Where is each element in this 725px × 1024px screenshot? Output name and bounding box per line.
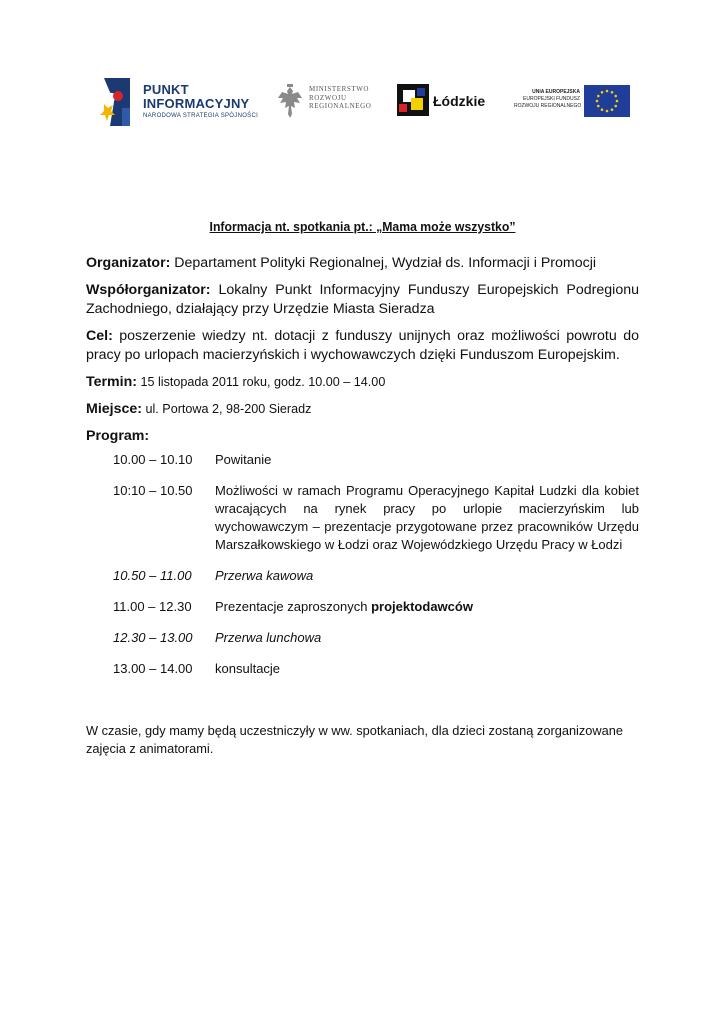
organizer-label: Organizator: <box>86 255 171 271</box>
program-row <box>86 451 639 469</box>
childcare-note: W czasie, gdy mamy będą uczestniczyły w ww. spotkaniach, dla dzieci zostaną zorganizowane zajęcia z animatorami. <box>86 723 624 756</box>
ministry-logo <box>276 84 386 124</box>
program-desc: konsultacje <box>215 661 281 676</box>
program-desc-bold: projektodawców <box>371 599 473 614</box>
program-label: Program: <box>86 428 150 444</box>
organizer-value: Departament Polityki Regionalnej, Wydział ds. Informacji i Promocji <box>170 255 597 271</box>
program-time: 13.00 – 14.00 <box>113 661 193 676</box>
coorganizer-value: Lokalny Punkt Informacyjny Funduszy Europejskich Podregionu Zachodniego, działający przy Urzędzie Miasta Sieradza <box>86 282 639 317</box>
punkt-word: PUNKT <box>143 82 189 97</box>
coorganizer-label: Współorganizator: <box>86 282 211 298</box>
ministry-line-2: ROZWOJU <box>309 93 347 102</box>
eagle-emblem-icon <box>276 84 304 120</box>
program-time: 10.00 – 10.10 <box>113 452 193 467</box>
program-row <box>86 482 639 554</box>
punkt-informacyjny-logo <box>100 78 260 128</box>
program-time: 11.00 – 12.30 <box>113 599 192 614</box>
term-field <box>86 373 639 392</box>
eu-line-3: ROZWOJU REGIONALNEGO <box>514 103 582 109</box>
term-label: Termin: <box>86 374 137 390</box>
informacyjny-word: INFORMACYJNY <box>143 96 250 111</box>
goal-label: Cel: <box>86 328 113 344</box>
lodzkie-logo <box>397 84 487 120</box>
punkt-subtitle: NARODOWA STRATEGIA SPÓJNOŚCI <box>143 113 259 119</box>
program-time: 12.30 – 13.00 <box>113 630 193 645</box>
program-desc: Przerwa lunchowa <box>215 630 322 645</box>
coorganizer-field <box>86 281 639 319</box>
ministry-line-3: REGIONALNEGO <box>309 102 372 110</box>
lodzkie-word: Łódzkie <box>433 93 486 109</box>
term-value: 15 listopada 2011 roku, godz. 10.00 – 14.00 <box>136 375 386 389</box>
eu-line-2: EUROPEJSKI FUNDUSZ <box>523 96 580 102</box>
program-row <box>86 629 639 647</box>
place-label: Miejsce: <box>86 401 142 417</box>
ministry-text <box>309 85 371 111</box>
program-desc: Prezentacje zaproszonych <box>215 599 372 614</box>
eu-text <box>514 89 580 110</box>
program-time: 10:10 – 10.50 <box>113 483 193 498</box>
program-time: 10.50 – 11.00 <box>113 568 192 583</box>
place-value: ul. Portowa 2, 98-200 Sieradz <box>142 402 312 416</box>
program-row <box>86 660 639 678</box>
ministry-line-1: MINISTERSTWO <box>309 85 370 93</box>
program-desc: Powitanie <box>215 452 272 467</box>
punkt-informacyjny-emblem-icon <box>100 78 140 128</box>
document-title: Informacja nt. spotkania pt.: „Mama może wszystko” <box>209 219 516 234</box>
program-desc: Możliwości w ramach Programu Operacyjnego Kapitał Ludzki dla kobiet wracających na rynek pracy po urlopie macierzyńskim lub wychowawczym – prezentacje przygotowane przez pracowników Urzędu Marszałkowskiego w Łodzi oraz Wojewódzkiego Urzędu Pracy w Łodzi <box>215 483 639 552</box>
program-row <box>86 567 639 585</box>
document-body <box>86 218 639 758</box>
organizer-field <box>86 254 639 273</box>
lodzkie-emblem-icon <box>397 84 429 116</box>
eu-line-1: UNIA EUROPEJSKA <box>532 89 580 95</box>
goal-field <box>86 327 639 365</box>
goal-value: poszerzenie wiedzy nt. dotacji z funduszy unijnych oraz możliwości powrotu do pracy po urlopach macierzyńskich i wychowawczych dzięki Funduszom Europejskim. <box>86 328 639 363</box>
program-desc: Przerwa kawowa <box>215 568 314 583</box>
place-field <box>86 400 639 419</box>
eu-logo <box>514 85 630 119</box>
program-row <box>86 598 639 616</box>
eu-flag-icon <box>584 85 630 117</box>
logo-bar <box>100 78 630 130</box>
